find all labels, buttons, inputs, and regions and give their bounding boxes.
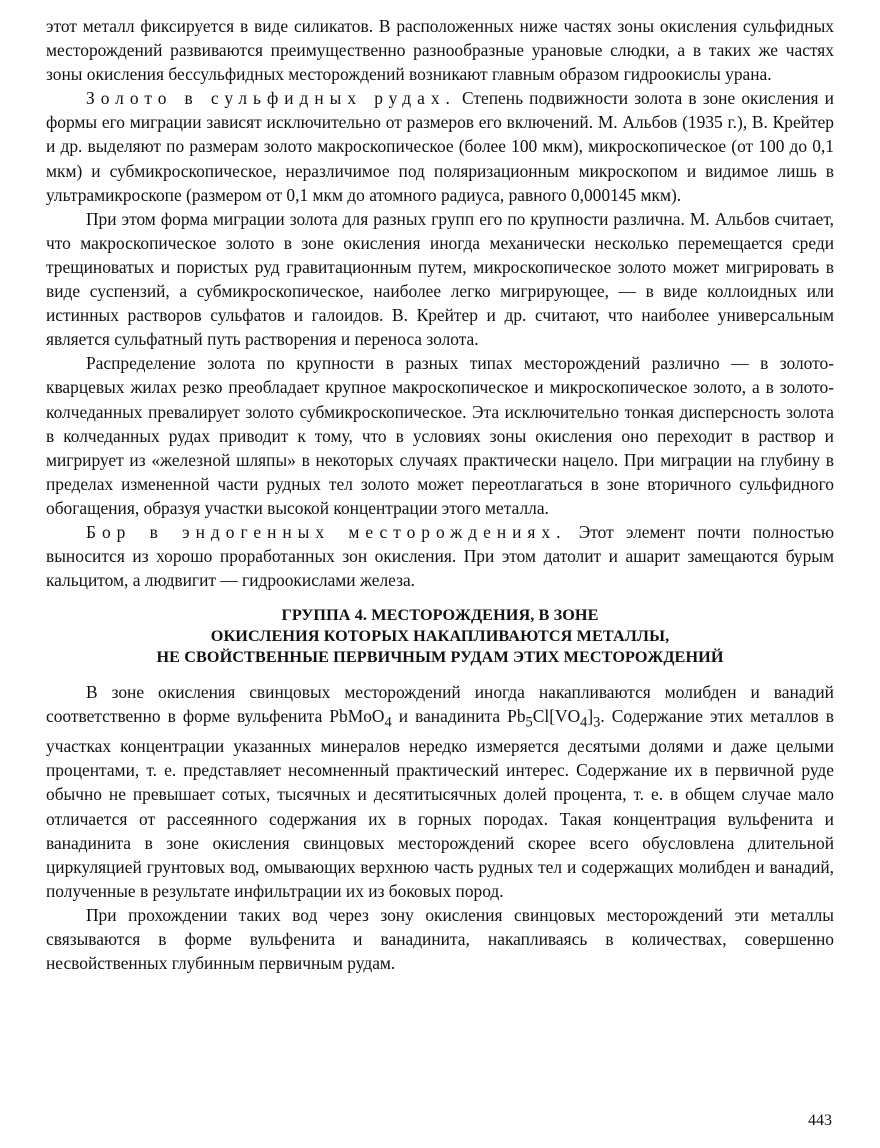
- heading-line-2: ОКИСЛЕНИЯ КОТОРЫХ НАКАПЛИВАЮТСЯ МЕТАЛЛЫ,: [210, 627, 670, 646]
- text-fragment: ]: [587, 705, 594, 726]
- paragraph-waters-passage: При прохождении таких вод через зону окисления свинцовых месторождений эти металлы связываются в форме вульфенита и ванадинита, накапливаясь в количествах, совершенно несвойственных глубинным первичным рудам.: [46, 904, 834, 974]
- text-fragment: и ванадинита Pb: [391, 705, 526, 726]
- paragraph-gold-migration: При этом форма миграции золота для разных групп его по крупности различна. М. Альбов считает, что макроскопическое золото в зоне окисления иногда механически несколько перемещается среди трещиноватых и пористых руд гравитационным путем, микроскопическое золото может мигрировать в виде суспензий, а субмикроскопическое, наиболее легко мигрирующее, — в виде коллоидных или истинных растворов сульфатов и галоидов. В. Крейтер и др. считают, что наиболее универсальным является сульфатный путь растворения и переноса золота.: [46, 208, 834, 350]
- section-heading-group-4: [46, 605, 834, 667]
- text-fragment: Cl[VO: [532, 705, 581, 726]
- paragraph-gold-distribution: Распределение золота по крупности в разных типах месторождений различно — в золото-кварцевых жилах резко преобладает крупное макроскопическое и микроскопическое золото, а в золото-колчеданных превалирует золото субмикроскопическое. Эта исключительно тонкая дисперсность золота в колчеданных рудах приводит к тому, что в условиях зоны окисления оно переходит в раствор и мигрирует из «железной шляпы» в некоторых случаях практически нацело. При миграции на глубину в пределах измененной части рудных тел золото может переотлагаться в зоне вторичного сульфидного обогащения, образуя участки высокой концентрации этого металла.: [46, 353, 834, 518]
- section-lead-gold: Золото в сульфидных рудах.: [86, 88, 456, 109]
- paragraph-molybdenum-vanadium: [46, 680, 834, 903]
- heading-line-3: НЕ СВОЙСТВЕННЫЕ ПЕРВИЧНЫМ РУДАМ ЭТИХ МЕСТОРОЖДЕНИЙ: [156, 647, 724, 666]
- section-lead-boron: Бор в эндогенных месторождениях.: [86, 521, 567, 542]
- heading-line-1: ГРУППА 4. МЕСТОРОЖДЕНИЯ, В ЗОНЕ: [281, 606, 599, 625]
- subscript: 4: [580, 714, 588, 731]
- subscript: 4: [384, 714, 392, 731]
- page-text: [46, 14, 834, 975]
- paragraph-gold-sizes: [46, 86, 834, 206]
- subscript: 5: [525, 714, 533, 731]
- text-fragment: . Содержание этих металлов в участках концентрации указанных минералов нередко измеряется десятыми долями и даже целыми процентами, т. е. представляет несомненный практический интерес. Содержание их в первичной руде обычно не превышает сотых, тысячных и десятитысячных долей процента, т. е. в общем случае мало отличается от рассеянного содержания их в горных породах. Такая концентрация вульфенита и ванадинита в зоне окисления свинцовых месторождений скорее всего обусловлена длительной циркуляцией грунтовых вод, омывающих верхнюю часть рудных тел и содержащих молибден и ванадий, полученные в результате инфильтрации их из боковых пород.: [46, 705, 835, 901]
- paragraph-boron: [46, 520, 834, 592]
- text-fragment: В зоне окисления свинцовых месторождений иногда накапливаются молибден и ванадий соответственно в форме вульфенита PbMoO: [46, 681, 834, 726]
- paragraph-uranium: этот металл фиксируется в виде силикатов. В расположенных ниже частях зоны окисления сульфидных месторождений развиваются преимущественно разнообразные урановые слюдки, а в таких же частях зоны окисления бессульфидных месторождений возникают главным образом гидроокислы урана.: [46, 16, 834, 85]
- paragraph-boron-text: Этот элемент почти полностью выносится из хорошо проработанных зон окисления. При этом датолит и ашарит замещаются бурым кальцитом, а людвигит — гидроокислами железа.: [46, 521, 834, 591]
- subscript: 3: [593, 714, 601, 731]
- paragraph-gold-sizes-text: Степень подвижности золота в зоне окисления и формы его миграции зависят исключительно от размеров его включений. М. Альбов (1935 г.), В. Крейтер и др. выделяют по размерам золото макроскопическое (более 100 мкм), микроскопическое (от 100 до 0,1 мкм) и субмикроскопическое, неразличимое под поляризационным микроскопом и видимое лишь в ультрамикроскопе (размером от 0,1 мкм до атомного радиуса, равного 0,000145 мкм).: [46, 88, 834, 205]
- page-number: 443: [808, 1112, 832, 1129]
